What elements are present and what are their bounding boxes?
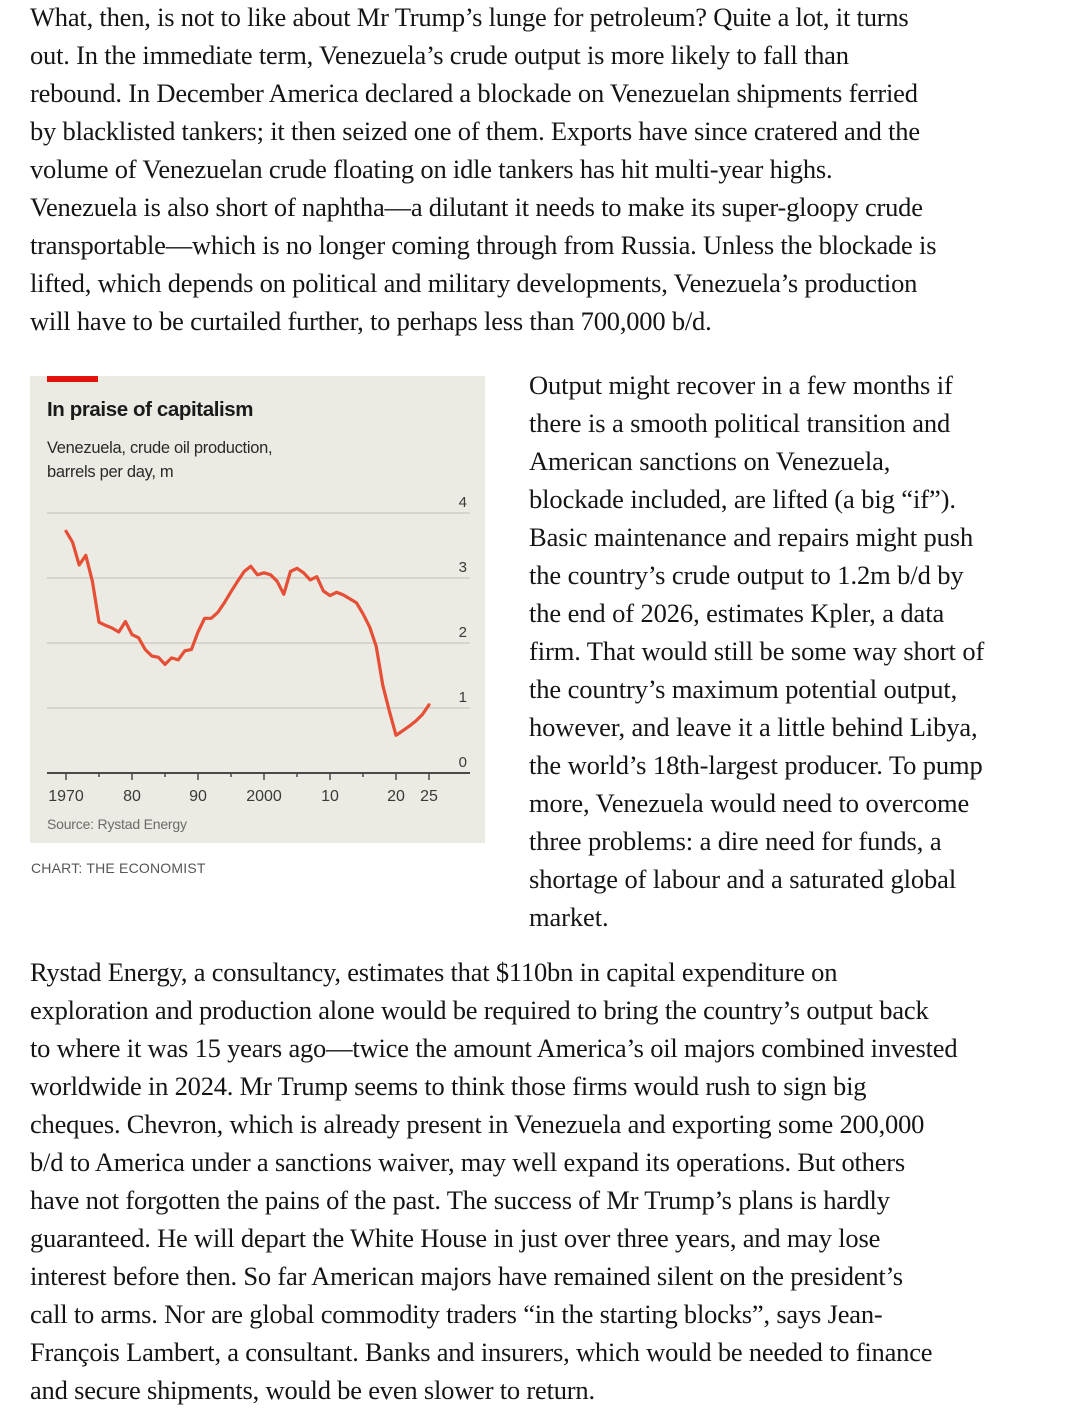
chart-subtitle-line: barrels per day, m: [47, 463, 174, 481]
text-line: lifted, which depends on political and military developments, Venezuela’s production: [30, 268, 918, 298]
y-tick-label: 0: [458, 754, 467, 771]
text-line: Rystad Energy, a consultancy, estimates that $110bn in capital expenditure on: [30, 957, 838, 987]
text-line: out. In the immediate term, Venezuela’s crude output is more likely to fall than: [30, 40, 849, 70]
text-line: volume of Venezuelan crude floating on idle tankers has hit multi-year highs.: [30, 154, 833, 184]
text-line: have not forgotten the pains of the past. The success of Mr Trump’s plans is hardly: [30, 1185, 890, 1215]
text-line: Output might recover in a few months if: [529, 370, 953, 400]
chart-plot: [30, 376, 485, 843]
article-paragraph-3: [30, 953, 957, 1409]
chart-source: Source: Rystad Energy: [47, 816, 187, 832]
text-line: American sanctions on Venezuela,: [529, 446, 891, 476]
text-line: blockade included, are lifted (a big “if”).: [529, 484, 956, 514]
text-line: shortage of labour and a saturated global: [529, 864, 957, 894]
x-tick-label: 20: [387, 788, 405, 805]
text-line: firm. That would still be some way short of: [529, 636, 985, 666]
text-line: more, Venezuela would need to overcome: [529, 788, 970, 818]
text-line: b/d to America under a sanctions waiver, may well expand its operations. But others: [30, 1147, 906, 1177]
text-line: the country’s crude output to 1.2m b/d by: [529, 560, 964, 590]
text-line: to where it was 15 years ago—twice the amount America’s oil majors combined invested: [30, 1033, 958, 1063]
x-tick-label: 10: [321, 788, 339, 805]
x-tick-label: 80: [123, 788, 141, 805]
text-line: there is a smooth political transition and: [529, 408, 951, 438]
article-paragraph-1: [30, 0, 936, 340]
text-line: however, and leave it a little behind Libya,: [529, 712, 978, 742]
chart-panel: [30, 376, 485, 843]
x-tick-label: 25: [420, 788, 438, 805]
chart-subtitle-line: Venezuela, crude oil production,: [47, 439, 273, 457]
text-line: three problems: a dire need for funds, a: [529, 826, 942, 856]
y-tick-label: 1: [458, 689, 467, 706]
y-tick-label: 3: [458, 559, 467, 576]
text-line: What, then, is not to like about Mr Trump’s lunge for petroleum? Quite a lot, it turns: [30, 2, 909, 32]
x-tick-label: 1970: [48, 788, 84, 805]
text-line: interest before then. So far American majors have remained silent on the president’s: [30, 1261, 903, 1291]
text-line: cheques. Chevron, which is already present in Venezuela and exporting some 200,000: [30, 1109, 925, 1139]
y-tick-label: 4: [458, 494, 467, 511]
text-line: transportable—which is no longer coming through from Russia. Unless the blockade is: [30, 230, 937, 260]
text-line: will have to be curtailed further, to perhaps less than 700,000 b/d.: [30, 306, 712, 336]
x-tick-label: 2000: [246, 788, 282, 805]
text-line: rebound. In December America declared a blockade on Venezuelan shipments ferried: [30, 78, 918, 108]
text-line: market.: [529, 902, 609, 932]
text-line: guaranteed. He will depart the White House in just over three years, and may lose: [30, 1223, 881, 1253]
y-tick-label: 2: [458, 624, 467, 641]
series-line: [66, 531, 429, 735]
text-line: Basic maintenance and repairs might push: [529, 522, 974, 552]
chart-title: In praise of capitalism: [47, 398, 254, 421]
chart-credit: CHART: THE ECONOMIST: [31, 860, 206, 876]
text-line: and secure shipments, would be even slower to return.: [30, 1375, 595, 1405]
text-line: by blacklisted tankers; it then seized one of them. Exports have since cratered and the: [30, 116, 920, 146]
x-tick-label: 90: [189, 788, 207, 805]
text-line: François Lambert, a consultant. Banks and insurers, which would be needed to finance: [30, 1337, 933, 1367]
text-line: the world’s 18th-largest producer. To pump: [529, 750, 983, 780]
text-line: the end of 2026, estimates Kpler, a data: [529, 598, 945, 628]
text-line: the country’s maximum potential output,: [529, 674, 958, 704]
text-line: exploration and production alone would be required to bring the country’s output back: [30, 995, 929, 1025]
text-line: worldwide in 2024. Mr Trump seems to think those firms would rush to sign big: [30, 1071, 867, 1101]
text-line: call to arms. Nor are global commodity traders “in the starting blocks”, says Jean-: [30, 1299, 883, 1329]
text-line: Venezuela is also short of naphtha—a dilutant it needs to make its super-gloopy crude: [30, 192, 923, 222]
article-paragraph-2: [529, 366, 984, 936]
